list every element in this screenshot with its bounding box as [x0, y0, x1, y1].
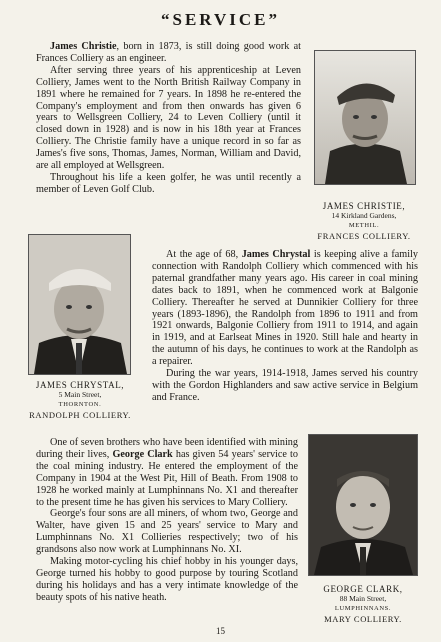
- caption-name: JAMES CHRYSTAL,: [35, 380, 125, 390]
- caption-town: THORNTON.: [58, 401, 102, 408]
- clark-portrait: [308, 434, 418, 576]
- christie-paragraph: After serving three years of his apprenticeship at Leven Colliery, James went to the North British Railway Company in 1891 where he remained for 7 years. In 1898 he re-entered the Company's employment and from then onwards has given 6 years to Wellsgreen Colliery, 24 to Leven Colliery (until it closed down in 1928) and is now in his 18th year at Frances Colliery. The Christie family have a unique record in so far as James's five sons, Thomas, James, Norman, William and David, are all employed at Wellsgreen.: [36, 64, 301, 172]
- portrait-image: [315, 51, 415, 184]
- chrystal-intro: At the age of 68, James Chrystal is keeping alive a family connection with Randolph Colliery which commenced with his paternal grandfather many years ago. His career in coal mining dates back to 1891, when he commenced work at Balgonie Colliery. Thereafter he served at Dunnikier Colliery for three years (1893-1896), the Randolph from 1896 to 1911 and from 1921 onwards, Balgonie Colliery from 1911 to 1914, and again in 1919, and at Earlseat Mines in 1920. Still hale and hearty in the autumn of his days, he continues to work at the Randolph as a repairer.: [152, 249, 418, 368]
- page-number: 15: [216, 626, 225, 636]
- christie-paragraph: Throughout his life a keen golfer, he was until recently a member of Leven Golf Club.: [36, 171, 301, 195]
- portrait-image: [309, 435, 417, 575]
- chrystal-name: James Chrystal: [241, 249, 311, 260]
- chrystal-text: [152, 249, 418, 404]
- christie-name: James Christie: [50, 41, 117, 52]
- christie-portrait: [314, 50, 416, 185]
- chrystal-paragraph: During the war years, 1914-1918, James served his country with the Gordon Highlanders and saw active service in Belgium and France.: [152, 368, 418, 403]
- caption-town: LUMPHINNANS.: [334, 605, 392, 612]
- caption-address: 5 Main Street,: [58, 390, 102, 399]
- clark-caption: [306, 584, 420, 624]
- chrystal-portrait: [28, 234, 131, 375]
- clark-name: George Clark: [112, 448, 173, 460]
- clark-paragraph: George's four sons are all miners, of whom two, George and Walter, have given 15 and 25 years' service to Mary and Lumphinnans No. X1 Collieries respectively; two of his grandsons also now work at Lumphinnans No. XI.: [36, 508, 298, 556]
- caption-colliery: FRANCES COLLIERY.: [317, 231, 411, 241]
- caption-address: 14 Kirkland Gardens,: [331, 211, 397, 220]
- chrystal-caption: [22, 380, 138, 420]
- page-title: “SERVICE”: [161, 10, 280, 29]
- caption-address: 88 Main Street,: [339, 594, 387, 603]
- clark-paragraph: Making motor-cycling his chief hobby in his younger days, George turned his hobby to good purpose by touring Scotland during his holidays and has a very intimate knowledge of the beauty spots of his native heath.: [36, 556, 298, 603]
- caption-colliery: RANDOLPH COLLIERY.: [29, 410, 131, 420]
- caption-town: METHIL.: [348, 222, 380, 229]
- caption-name: GEORGE CLARK,: [323, 584, 403, 594]
- christie-intro: James Christie, born in 1873, is still doing good work at Frances Colliery as an engineer.: [36, 41, 301, 64]
- christie-text: [36, 41, 301, 196]
- caption-colliery: MARY COLLIERY.: [324, 614, 402, 624]
- christie-caption: [308, 201, 420, 241]
- clark-text: [36, 437, 298, 604]
- clark-intro: One of seven brothers who have been identified with mining during their lives, George Clark has given 54 years' service to the coal mining industry. He entered the employment of the Company in 1904 at the West Pit, Hill of Beath. From 1908 to 1928 he worked mainly at Lumphinnans No. X1 and thereafter to the present time he has given his services to Mary Colliery.: [36, 437, 298, 508]
- caption-name: JAMES CHRISTIE,: [322, 201, 406, 211]
- portrait-image: [29, 235, 130, 374]
